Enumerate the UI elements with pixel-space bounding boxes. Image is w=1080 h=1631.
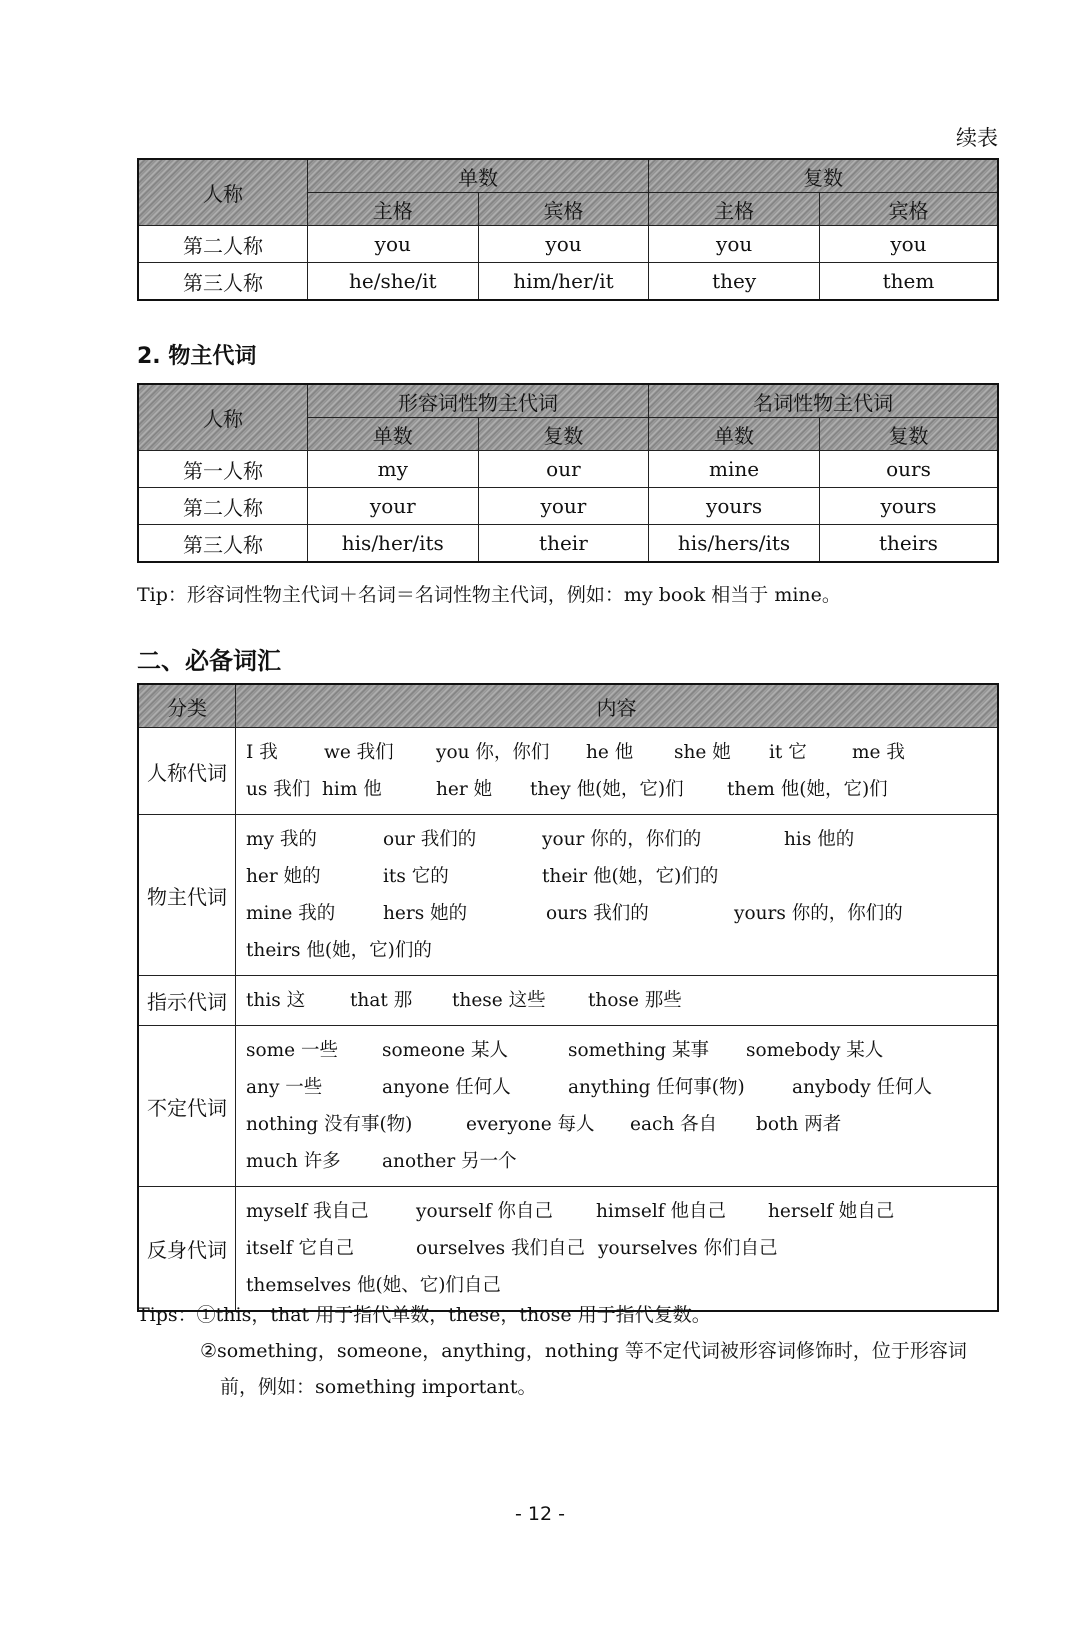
- vocab-item: her 她的: [246, 866, 321, 887]
- vocab-item: yours 你的，你们的: [734, 903, 903, 924]
- content-cell: [236, 815, 999, 976]
- vocabulary-table: [137, 683, 999, 1312]
- cell: my: [307, 451, 478, 488]
- vocab-item: me 我: [852, 742, 905, 763]
- adjective-possessive-header: 形容词性物主代词: [307, 384, 648, 418]
- subject-header: 主格: [307, 193, 478, 226]
- row-person: 第二人称: [138, 226, 307, 263]
- vocab-item: we 我们: [324, 742, 394, 763]
- object-header: 宾格: [478, 193, 649, 226]
- vocab-item: both 两者: [756, 1114, 842, 1135]
- table-row: [138, 226, 998, 263]
- vocab-item: theirs 他(她，它)们的: [246, 940, 432, 961]
- vocab-item: that 那: [350, 990, 413, 1011]
- cell: you: [819, 226, 998, 263]
- cell: theirs: [819, 525, 998, 563]
- vocab-item: anything 任何事(物): [568, 1077, 745, 1098]
- cell: he/she/it: [307, 263, 478, 301]
- vocab-item: they 他(她，它)们: [530, 779, 684, 800]
- vocab-item: them 他(她，它)们: [727, 779, 888, 800]
- cell: yours: [649, 488, 820, 525]
- object-header: 宾格: [819, 193, 998, 226]
- section-title-vocabulary: 二、必备词汇: [137, 647, 281, 675]
- vocab-item: our 我们的: [383, 829, 477, 850]
- vocab-item: I 我: [246, 742, 278, 763]
- vocab-item: herself 她自己: [768, 1201, 895, 1222]
- cell: your: [478, 488, 649, 525]
- vocab-item: these 这些: [452, 990, 546, 1011]
- vocab-item: everyone 每人: [466, 1114, 595, 1135]
- vocab-item: themselves 他(她、它)们自己: [246, 1275, 501, 1296]
- vocab-item: him 他: [322, 779, 382, 800]
- vocab-item: any 一些: [246, 1077, 323, 1098]
- tips-line-2: ②something，someone，anything，nothing 等不定代词被形容词修饰时，位于形容词: [200, 1340, 967, 1362]
- category-cell: 反身代词: [138, 1187, 236, 1312]
- content-header: 内容: [236, 684, 999, 728]
- vocab-item: you 你，你们: [436, 742, 550, 763]
- tips-line-1: Tips：①this，that 用于指代单数，these，those 用于指代复数。: [137, 1304, 711, 1326]
- singular-header: 单数: [307, 159, 648, 193]
- table-row: [138, 451, 998, 488]
- vocab-item: yourselves 你们自己: [598, 1238, 778, 1259]
- vocab-item: this 这: [246, 990, 306, 1011]
- vocab-item: some 一些: [246, 1040, 339, 1061]
- vocab-item: itself 它自己: [246, 1238, 354, 1259]
- vocab-item: anyone 任何人: [382, 1077, 511, 1098]
- table-row: [138, 488, 998, 525]
- vocab-item: something 某事: [568, 1040, 710, 1061]
- plural-header: 复数: [649, 159, 998, 193]
- content-cell: [236, 728, 999, 815]
- table-row: [138, 815, 998, 976]
- vocab-item: ours 我们的: [546, 903, 649, 924]
- table-row: [138, 525, 998, 563]
- vocab-item: their 他(她，它)们的: [542, 866, 719, 887]
- table-row: [138, 1187, 998, 1312]
- page-number: - 12 -: [515, 1503, 565, 1525]
- vocab-item: my 我的: [246, 829, 317, 850]
- content-cell: [236, 1187, 999, 1312]
- plural-header: 复数: [819, 418, 998, 451]
- cell: mine: [649, 451, 820, 488]
- vocab-item: myself 我自己: [246, 1201, 369, 1222]
- vocab-item: someone 某人: [382, 1040, 509, 1061]
- category-header: 分类: [138, 684, 236, 728]
- table-row: [138, 263, 998, 301]
- content-cell: [236, 976, 999, 1026]
- cell: our: [478, 451, 649, 488]
- vocab-item: nothing 没有事(物): [246, 1114, 413, 1135]
- row-person: 第三人称: [138, 525, 307, 563]
- possessive-pronoun-table: [137, 383, 999, 563]
- table-row: [138, 1026, 998, 1187]
- cell: him/her/it: [478, 263, 649, 301]
- vocab-item: us 我们: [246, 779, 311, 800]
- vocab-item: yourself 你自己: [416, 1201, 553, 1222]
- person-header: 人称: [138, 384, 307, 451]
- vocab-item: his 他的: [784, 829, 855, 850]
- vocab-item: much 许多: [246, 1151, 341, 1172]
- vocab-item: somebody 某人: [746, 1040, 884, 1061]
- vocab-item: he 他: [586, 742, 634, 763]
- cell: you: [478, 226, 649, 263]
- cell: you: [307, 226, 478, 263]
- vocab-item: another 另一个: [382, 1151, 517, 1172]
- vocab-item: she 她: [674, 742, 731, 763]
- vocab-item: those 那些: [588, 990, 682, 1011]
- cell: your: [307, 488, 478, 525]
- vocab-item: himself 他自己: [596, 1201, 726, 1222]
- table-row: [138, 976, 998, 1026]
- continued-label: 续表: [956, 126, 998, 150]
- personal-pronoun-table: [137, 158, 999, 301]
- vocab-item: your 你的，你们的: [542, 829, 702, 850]
- vocab-item: it 它: [769, 742, 807, 763]
- row-person: 第二人称: [138, 488, 307, 525]
- cell: ours: [819, 451, 998, 488]
- plural-header: 复数: [478, 418, 649, 451]
- subject-header: 主格: [649, 193, 820, 226]
- noun-possessive-header: 名词性物主代词: [649, 384, 998, 418]
- cell: his/her/its: [307, 525, 478, 563]
- category-cell: 人称代词: [138, 728, 236, 815]
- cell: they: [649, 263, 820, 301]
- category-cell: 不定代词: [138, 1026, 236, 1187]
- singular-header: 单数: [307, 418, 478, 451]
- tips-line-3: 前，例如：something important。: [220, 1376, 537, 1398]
- cell: them: [819, 263, 998, 301]
- table-row: [138, 728, 998, 815]
- cell: their: [478, 525, 649, 563]
- vocab-item: its 它的: [383, 866, 449, 887]
- category-cell: 指示代词: [138, 976, 236, 1026]
- vocab-item: ourselves 我们自己: [416, 1238, 586, 1259]
- row-person: 第三人称: [138, 263, 307, 301]
- tip-possessive: Tip：形容词性物主代词＋名词＝名词性物主代词，例如：my book 相当于 mine。: [137, 584, 841, 606]
- category-cell: 物主代词: [138, 815, 236, 976]
- cell: you: [649, 226, 820, 263]
- vocab-item: mine 我的: [246, 903, 336, 924]
- vocab-item: hers 她的: [383, 903, 468, 924]
- singular-header: 单数: [649, 418, 820, 451]
- cell: his/hers/its: [649, 525, 820, 563]
- content-cell: [236, 1026, 999, 1187]
- vocab-item: each 各自: [630, 1114, 718, 1135]
- person-header: 人称: [138, 159, 307, 226]
- cell: yours: [819, 488, 998, 525]
- section-title-possessive: 2. 物主代词: [137, 344, 257, 369]
- vocab-item: anybody 任何人: [792, 1077, 933, 1098]
- row-person: 第一人称: [138, 451, 307, 488]
- vocab-item: her 她: [436, 779, 493, 800]
